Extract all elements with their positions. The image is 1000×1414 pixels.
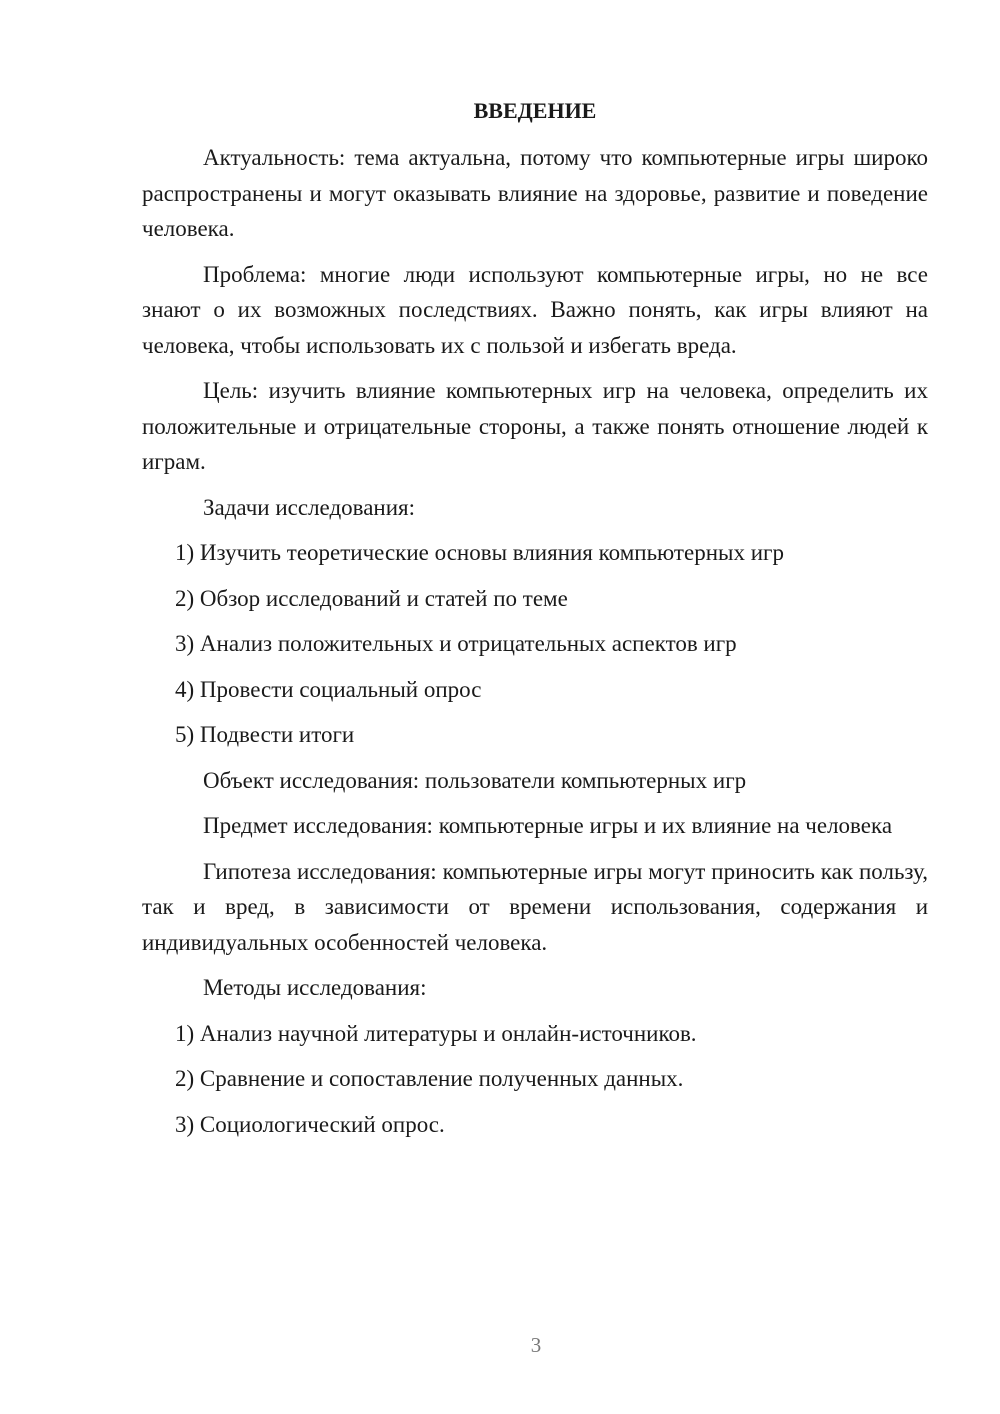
method-item: 2) Сравнение и сопоставление полученных данных.	[175, 1066, 684, 1091]
method-item: 3) Социологический опрос.	[175, 1111, 445, 1137]
subject-paragraph: Предмет исследования: компьютерные игры и их влияние на человека	[203, 813, 893, 838]
task-item: 2) Обзор исследований и статей по теме	[175, 585, 568, 611]
hypothesis-paragraph: Гипотеза исследования: компьютерные игры могут приносить как пользу, так и вред, в зависимости от времени использования, содержания и индивидуальных особенностей человека.	[142, 858, 928, 955]
method-item: 1) Анализ научной литературы и онлайн-источников.	[175, 1020, 697, 1046]
task-item: 5) Подвести итоги	[175, 722, 355, 747]
task-item: 4) Провести социальный опрос	[175, 676, 482, 702]
task-item: 1) Изучить теоретические основы влияния компьютерных игр	[175, 540, 784, 565]
tasks-heading: Задачи исследования:	[203, 494, 416, 520]
document-body	[142, 96, 928, 1152]
task-item: 3) Анализ положительных и отрицательных аспектов игр	[175, 631, 737, 656]
object-paragraph: Объект исследования: пользователи компьютерных игр	[203, 767, 747, 793]
relevance-paragraph: Актуальность: тема актуальна, потому что компьютерные игры широко распространены и могут оказывать влияние на здоровье, развитие и поведение человека.	[142, 145, 928, 241]
goal-paragraph: Цель: изучить влияние компьютерных игр на человека, определить их положительные и отрицательные стороны, а также понять отношение людей к играм.	[142, 378, 928, 474]
problem-paragraph: Проблема: многие люди используют компьютерные игры, но не все знают о их возможных последствиях. Важно понять, как игры влияют на человека, чтобы использовать их с пользой и избегать вреда.	[142, 261, 928, 358]
page-number: 3	[530, 1333, 542, 1357]
methods-heading: Методы исследования:	[203, 975, 427, 1000]
section-title: ВВЕДЕНИЕ	[473, 98, 597, 123]
